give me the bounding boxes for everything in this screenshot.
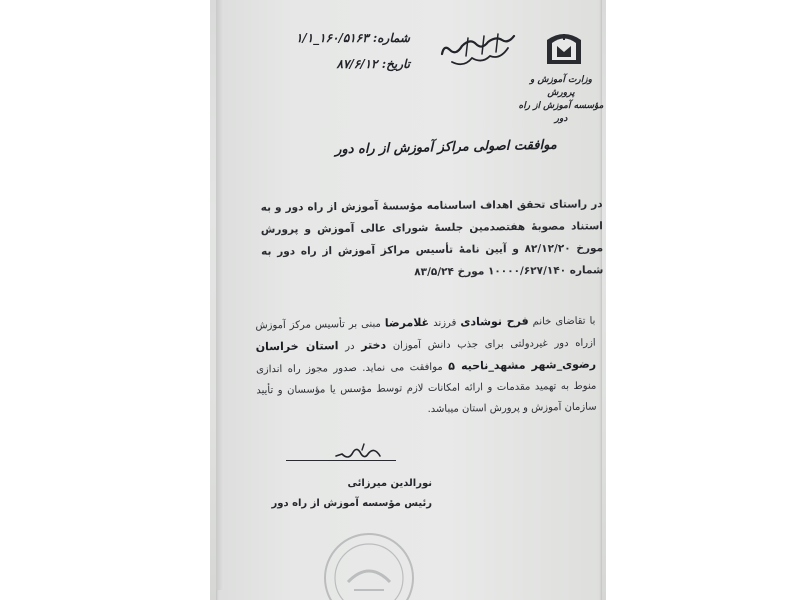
p2-purpose: مبنی بر تأسیس مرکز آموزش ازراه دور غیردولتی برای جذب دانش آموزان <box>255 318 596 352</box>
applicant-name: فرح نوشادی <box>460 314 529 329</box>
official-stamp-icon <box>314 530 424 600</box>
p2-child-word: فرزند <box>433 317 457 329</box>
body-paragraph-1: در راستای تحقق اهداف اساسنامه مؤسسهٔ آموزش از راه دور و به استناد مصوبهٔ هفتصدمین جلسهٔ شورای عالی آموزش و پرورش مورخ ۸۲/۱۲/۲۰ و آیین نامهٔ تأسیس مراکز آموزش از راه دور به شماره ۱۰۰۰۰/۶۲۷/۱۴۰ مورخ ۸۳/۵/۲۴ <box>260 198 604 279</box>
reference-block <box>295 25 410 77</box>
p2-in: در <box>345 340 355 353</box>
reference-number-value: ۱۶۰/۵۱۶۳_۱/۱ <box>295 31 369 45</box>
reference-date-row <box>300 51 410 77</box>
center-location: استان خراسان رضوی_شهر مشهد_ناحیه ۵ <box>255 339 597 373</box>
reference-date-value: ۸۷/۶/۱۲ <box>336 57 378 71</box>
ministry-logo-block <box>516 26 606 124</box>
ministry-emblem-icon <box>541 26 587 70</box>
signer-name: نورالدین میرزائی <box>347 478 432 489</box>
ministry-line1: وزارت آموزش و پرورش <box>530 75 592 98</box>
body-paragraph-2 <box>255 310 596 423</box>
reference-number-row <box>295 25 410 51</box>
bismillah-calligraphy-icon <box>438 30 518 72</box>
p2-outro: موافقت می نماید. صدور مجوز راه اندازی منوط به تهمید مقدمات و ارائه امکانات لازم توسط مؤسس یا مؤسسان و تأیید سازمان آموزش و پرورش استان میباشد. <box>255 361 597 415</box>
signature-line <box>286 460 396 461</box>
paper-edge <box>216 0 224 590</box>
letter-title: موافقت اصولی مراکز آموزش از راه دور <box>335 137 557 158</box>
ministry-name <box>516 74 606 126</box>
student-gender: دختر <box>361 338 387 352</box>
signer-title: رئیس مؤسسه آموزش از راه دور <box>271 498 432 509</box>
document-photo <box>210 0 606 600</box>
ministry-line2: مؤسسه آموزش از راه دور <box>518 101 604 124</box>
reference-date-label: تاریخ: <box>381 57 410 71</box>
reference-number-label: شماره: <box>372 31 410 45</box>
father-name: غلامرضا <box>384 315 430 330</box>
letter-paper <box>216 0 602 600</box>
p2-intro: با تقاضای خانم <box>532 315 596 328</box>
